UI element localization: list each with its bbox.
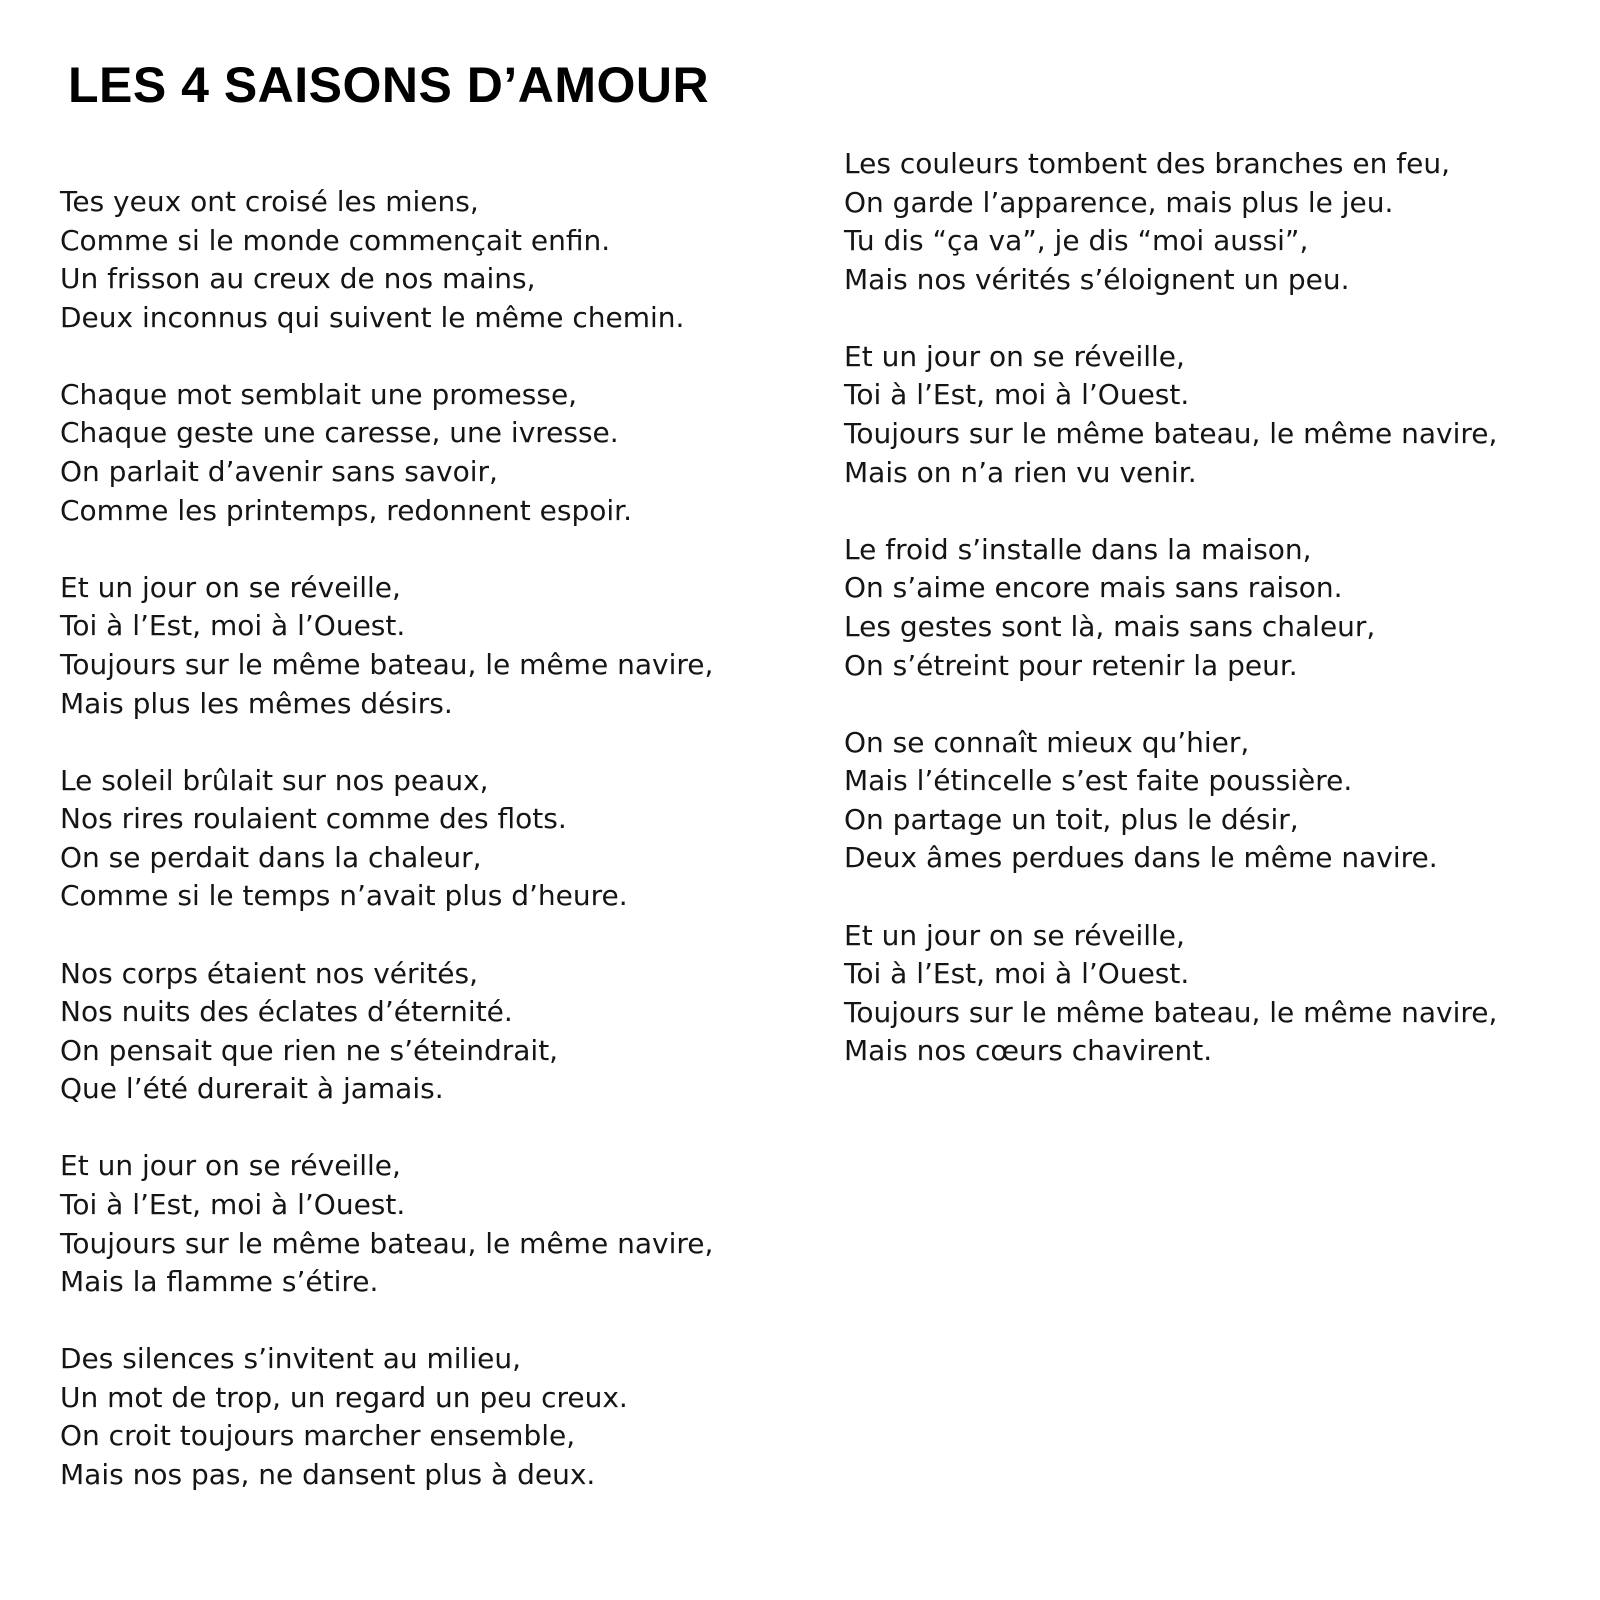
poem-line: Deux inconnus qui suivent le même chemin. bbox=[60, 300, 685, 334]
stanza bbox=[60, 762, 800, 916]
stanza bbox=[844, 338, 1584, 492]
stanza bbox=[60, 1147, 800, 1301]
poem-line: Mais nos pas, ne dansent plus à deux. bbox=[60, 1458, 596, 1492]
poem-line: On partage un toit, plus le désir, bbox=[844, 802, 1299, 836]
poem-line: Les couleurs tombent des branches en feu, bbox=[844, 147, 1450, 180]
stanza bbox=[844, 145, 1584, 299]
poem-line: Toi à l’Est, moi à l’Ouest. bbox=[60, 609, 406, 643]
stanza bbox=[844, 531, 1584, 685]
poem-line: Tes yeux ont croisé les miens, bbox=[60, 185, 479, 218]
right-column bbox=[844, 145, 1584, 1109]
poem-line: Toi à l’Est, moi à l’Ouest. bbox=[844, 378, 1190, 412]
poem-line: Un mot de trop, un regard un peu creux. bbox=[60, 1380, 628, 1414]
poem-line: Nos corps étaient nos vérités, bbox=[60, 956, 479, 990]
poem-line: Toujours sur le même bateau, le même navire, bbox=[844, 417, 1498, 451]
poem-line: Et un jour on se réveille, bbox=[60, 1149, 401, 1183]
poem-line: On garde l’apparence, mais plus le jeu. bbox=[844, 185, 1394, 219]
poem-line: Et un jour on se réveille, bbox=[844, 339, 1185, 373]
stanza bbox=[844, 917, 1584, 1071]
poem-line: Toujours sur le même bateau, le même navire, bbox=[60, 1226, 714, 1260]
poem-line: Mais nos cœurs chavirent. bbox=[844, 1034, 1213, 1068]
poem-line: Et un jour on se réveille, bbox=[844, 918, 1185, 952]
poem-line: On s’aime encore mais sans raison. bbox=[844, 571, 1343, 605]
stanza bbox=[60, 376, 800, 530]
poem-line: Mais l’étincelle s’est faite poussière. bbox=[844, 764, 1353, 798]
stanza bbox=[60, 1340, 800, 1494]
stanza bbox=[60, 183, 800, 337]
poem-line: Tu dis “ça va”, je dis “moi aussi”, bbox=[844, 224, 1309, 258]
poem-line: On se perdait dans la chaleur, bbox=[60, 840, 482, 874]
poem-line: Mais nos vérités s’éloignent un peu. bbox=[844, 262, 1350, 296]
poem-line: Nos rires roulaient comme des flots. bbox=[60, 802, 567, 836]
poem-line: Nos nuits des éclates d’éternité. bbox=[60, 995, 513, 1029]
stanza bbox=[60, 569, 800, 723]
poem-line: On s’étreint pour retenir la peur. bbox=[844, 648, 1298, 682]
poem-line: Deux âmes perdues dans le même navire. bbox=[844, 841, 1438, 875]
poem-line: Toujours sur le même bateau, le même navire, bbox=[844, 995, 1498, 1029]
stanza bbox=[844, 724, 1584, 878]
poem-line: Le soleil brûlait sur nos peaux, bbox=[60, 763, 489, 797]
poem-line: Comme si le temps n’avait plus d’heure. bbox=[60, 879, 628, 913]
poem-line: Toi à l’Est, moi à l’Ouest. bbox=[844, 957, 1190, 991]
poem-line: On croit toujours marcher ensemble, bbox=[60, 1419, 576, 1453]
poem-line: Chaque mot semblait une promesse, bbox=[60, 377, 578, 411]
poem-line: Mais on n’a rien vu venir. bbox=[844, 455, 1197, 489]
poem-line: Mais plus les mêmes désirs. bbox=[60, 686, 453, 720]
poem-line: On pensait que rien ne s’éteindrait, bbox=[60, 1033, 559, 1067]
poem-line: Toujours sur le même bateau, le même navire, bbox=[60, 647, 714, 681]
poem-line: Le froid s’installe dans la maison, bbox=[844, 532, 1312, 566]
poem-line: Que l’été durerait à jamais. bbox=[60, 1072, 444, 1106]
poem-title: LES 4 SAISONS D’AMOUR bbox=[68, 57, 710, 113]
stanza bbox=[60, 955, 800, 1109]
poem-line: Un frisson au creux de nos mains, bbox=[60, 262, 536, 296]
poem-line: Comme les printemps, redonnent espoir. bbox=[60, 493, 633, 527]
poem-line: On se connaît mieux qu’hier, bbox=[844, 725, 1250, 759]
poem-line: Toi à l’Est, moi à l’Ouest. bbox=[60, 1187, 406, 1221]
poem-line: Mais la flamme s’étire. bbox=[60, 1265, 379, 1299]
poem-line: Des silences s’invitent au milieu, bbox=[60, 1342, 521, 1376]
poem-line: Chaque geste une caresse, une ivresse. bbox=[60, 416, 619, 450]
poem-line: Comme si le monde commençait enfin. bbox=[60, 223, 611, 257]
poem-line: Les gestes sont là, mais sans chaleur, bbox=[844, 609, 1376, 643]
poem-line: On parlait d’avenir sans savoir, bbox=[60, 455, 498, 489]
poem-line: Et un jour on se réveille, bbox=[60, 570, 401, 604]
left-column bbox=[60, 183, 800, 1533]
